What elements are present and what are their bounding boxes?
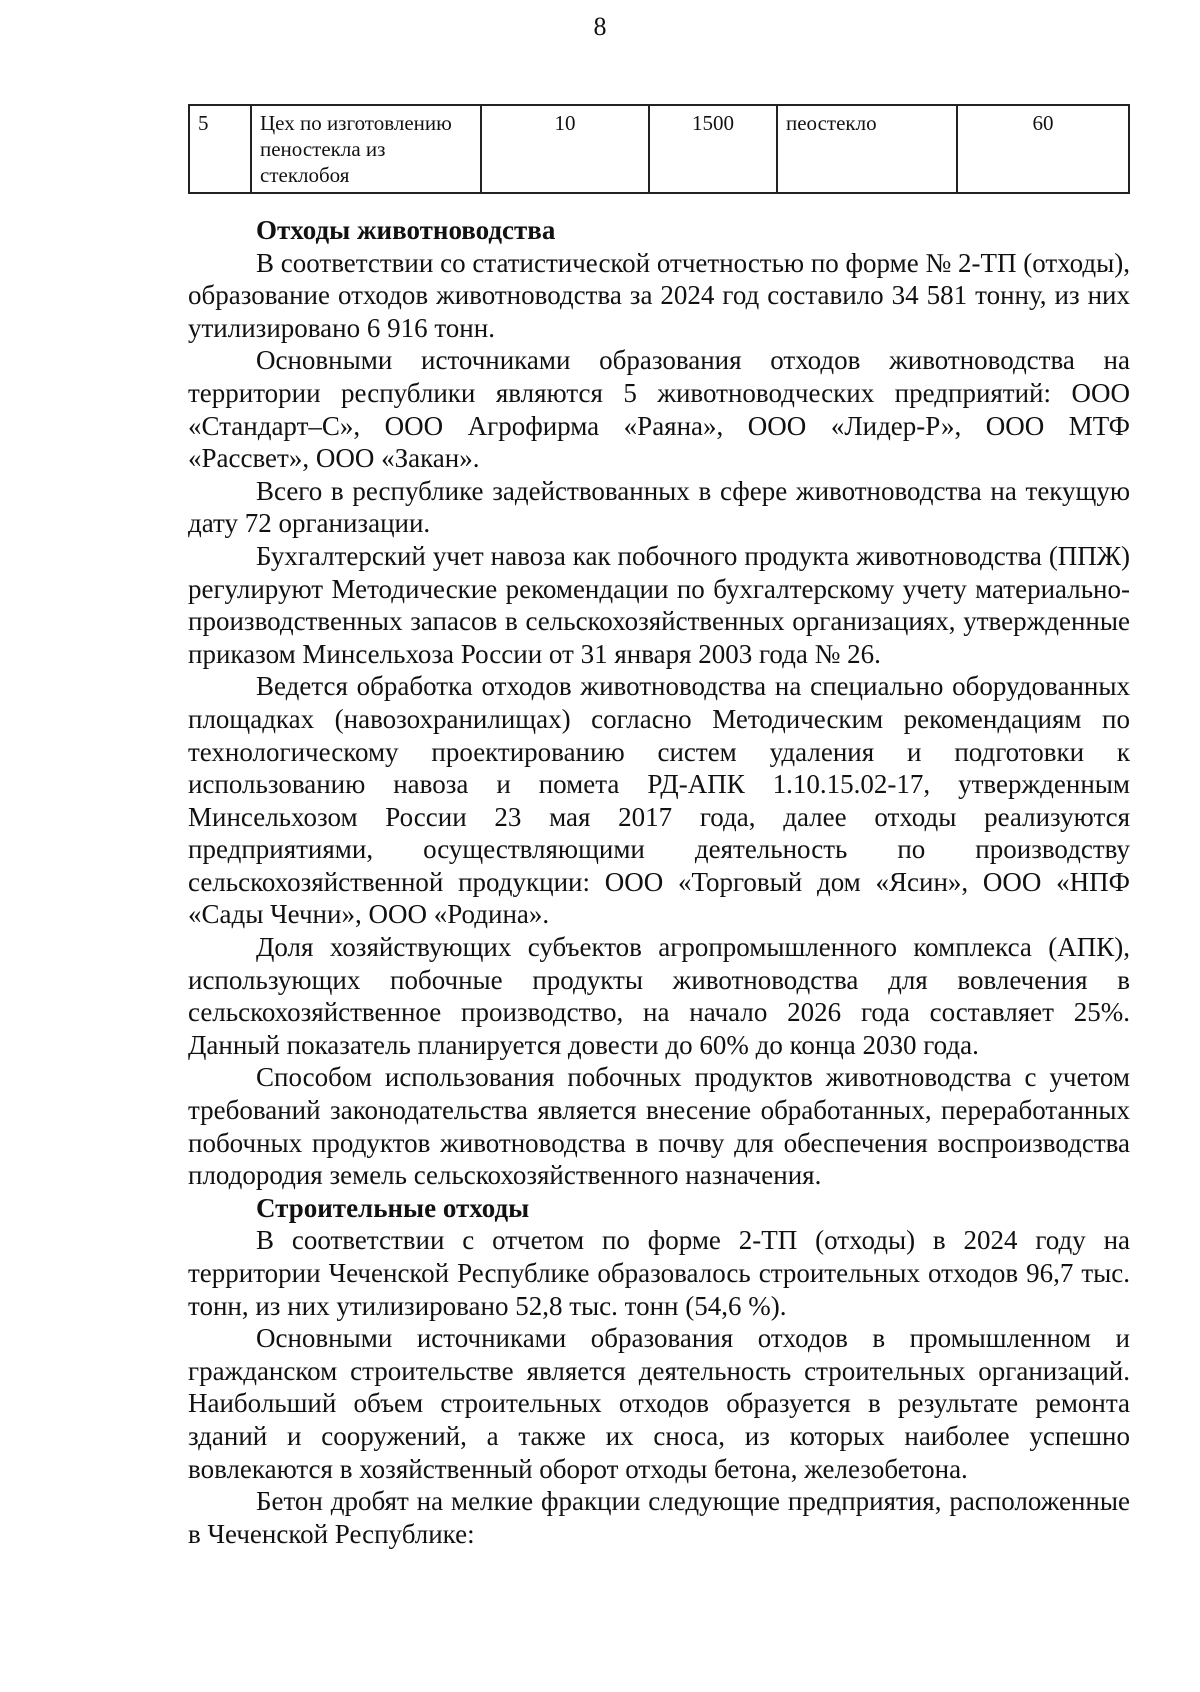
paragraph: Доля хозяйствующих субъектов агропромышленного комплекса (АПК), использующих побочные продукты животноводства для вовлечения в сельскохозяйственное производство, на начало 2026 года составляет 25%. Данный показатель планируется довести до 60% до конца 2030 года.	[188, 932, 1130, 1060]
page-number: 8	[593, 12, 607, 41]
paragraph: В соответствии со статистической отчетностью по форме № 2-ТП (отходы), образование отходов животноводства за 2024 год составило 34 581 тонну, из них утилизировано 6 916 тонн.	[188, 247, 1130, 343]
paragraph: В соответствии с отчетом по форме 2-ТП (отходы) в 2024 году на территории Чеченской Республике образовалось строительных отходов 96,7 тыс. тонн, из них утилизировано 52,8 тыс. тонн (54,6 %).	[188, 1225, 1130, 1321]
livestock-waste-section	[188, 214, 1130, 1192]
paragraph: Бетон дробят на мелкие фракции следующие предприятия, расположенные в Чеченской Республике:	[188, 1486, 1130, 1549]
table-cell-value-2: 1500	[649, 105, 777, 193]
table-cell-value-1: 10	[481, 105, 649, 193]
document-body	[188, 214, 1130, 1550]
paragraph: Бухгалтерский учет навоза как побочного продукта животноводства (ППЖ) регулируют Методические рекомендации по бухгалтерскому учету материально-производственных запасов в сельскохозяйственных организациях, утвержденные приказом Минсельхоза России от 31 января 2003 года № 26.	[188, 540, 1130, 669]
section-heading: Строительные отходы	[256, 1192, 530, 1223]
paragraph: Всего в республике задействованных в сфере животноводства на текущую дату 72 организации.	[188, 475, 1130, 539]
table-row	[189, 105, 1129, 193]
table-cell-product: пеостекло	[777, 105, 957, 193]
paragraph: Основными источниками образования отходов в промышленном и гражданском строительстве является деятельность строительных организаций. Наибольший объем строительных отходов образуется в результате ремонта зданий и сооружений, а также их сноса, из которых наиболее успешно вовлекаются в хозяйственный оборот отходы бетона, железобетона.	[188, 1323, 1130, 1484]
table-cell-number: 5	[189, 105, 251, 193]
paragraph: Способом использования побочных продуктов животноводства с учетом требований законодательства является внесение обработанных, переработанных побочных продуктов животноводства в почву для обеспечения воспроизводства плодородия земель сельскохозяйственного назначения.	[188, 1062, 1130, 1191]
paragraph: Ведется обработка отходов животноводства на специально оборудованных площадках (навозохранилищах) согласно Методическим рекомендациям по технологическому проектированию систем удаления и подготовки к использованию навоза и помета РД-АПК 1.10.15.02-17, утвержденным Минсельхозом России 23 мая 2017 года, далее отходы реализуются предприятиями, осуществляющими деятельность по производству сельскохозяйственной продукции: ООО «Торговый дом «Ясин», ООО «НПФ «Сады Чечни», ООО «Родина».	[188, 671, 1130, 930]
table-cell-value-3: 60	[957, 105, 1129, 193]
table-cell-facility: Цех по изготовлению пеностекла из стеклобоя	[251, 105, 481, 193]
construction-waste-section	[188, 1192, 1130, 1551]
section-heading: Отходы животноводства	[256, 215, 556, 245]
paragraph: Основными источниками образования отходов животноводства на территории республики являются 5 животноводческих предприятий: ООО «Стандарт–С», ООО Агрофирма «Раяна», ООО «Лидер-Р», ООО МТФ «Рассвет», ООО «Закан».	[188, 345, 1130, 474]
waste-facilities-table	[188, 104, 1130, 194]
